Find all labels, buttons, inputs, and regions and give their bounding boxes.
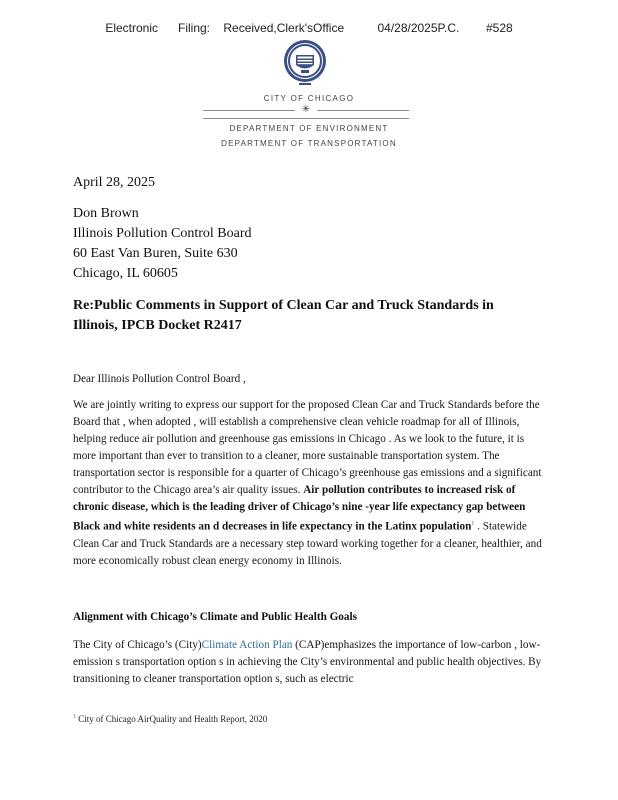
subject-line-2: Illinois, IPCB Docket R2417 bbox=[73, 318, 242, 333]
recipient-name: Don Brown bbox=[73, 206, 139, 221]
body-paragraph-1 bbox=[73, 397, 543, 570]
paragraph-2-start: The City of Chicago’s (City) bbox=[73, 639, 202, 651]
body-paragraph-2 bbox=[73, 637, 543, 688]
letterhead-rule bbox=[203, 118, 409, 119]
subject-line bbox=[73, 296, 543, 336]
letterhead-rule-left bbox=[203, 110, 295, 111]
city-seal-icon bbox=[283, 39, 327, 87]
climate-action-plan-link[interactable]: Climate Action Plan bbox=[201, 639, 293, 651]
salutation: Dear Illinois Pollution Control Board , bbox=[73, 373, 246, 385]
footnote-mark: 1 bbox=[471, 521, 475, 527]
letterhead-city: CITY OF CHICAGO bbox=[263, 94, 355, 103]
subject-line-1: Re:Public Comments in Support of Clean Car and Truck Standards in bbox=[73, 298, 494, 313]
paragraph-2-rest: (CAP)emphasizes the importance of low-carbon , low-emission s transportation option s in achieving the City’s environmental and public health objectives. By transitioning to cleaner transportation option s, such as electric bbox=[73, 639, 542, 685]
recipient-address-line2: Chicago, IL 60605 bbox=[73, 266, 178, 281]
section-heading: Alignment with Chicago’s Climate and Public Health Goals bbox=[73, 611, 357, 623]
letterhead-dept-environment: DEPARTMENT OF ENVIRONMENT bbox=[229, 124, 389, 133]
paragraph-1-outro: . Statewide Clean Car and Truck Standards are a necessary step toward working together for a cleaner, healthier, and more economically robust clean energy economy in Illinois. bbox=[73, 520, 542, 567]
footnote-number: 1 bbox=[73, 714, 76, 720]
footnote-text: City of Chicago AirQuality and Health Report, 2020 bbox=[76, 714, 268, 724]
letterhead-rule-right bbox=[317, 110, 409, 111]
paragraph-1-bold: Air pollution contributes to increased risk of chronic disease, which is the leading driver of Chicago’s nine -year life expectancy gap between Black and white residents an d decreases in life expectancy in the Latinx population bbox=[73, 484, 526, 533]
star-icon: ✳ bbox=[301, 104, 311, 115]
recipient-org: Illinois Pollution Control Board bbox=[73, 226, 252, 241]
recipient-block bbox=[73, 204, 543, 284]
letter-date: April 28, 2025 bbox=[73, 175, 156, 190]
filing-stamp: Electronic Filing: Received,Clerk'sOffice 04/28/2025P.C. #528 bbox=[105, 21, 513, 35]
paragraph-1-intro: We are jointly writing to express our support for the proposed Clean Car and Truck Standards before the Board that , when adopted , will establish a comprehensive clean vehicle roadmap for all of Illinois, helping reduce air pollution and greenhouse gas emissions in Chicago . As we look to the future, it is more important than ever to transition to a cleaner, more sustainable transportation system. The transportation sector is responsible for a quarter of Chicago’s greenhouse gas emissions and a significant contributor to the Chicago area’s air quality issues. bbox=[73, 399, 542, 496]
letterhead-dept-transportation: DEPARTMENT OF TRANSPORTATION bbox=[221, 139, 397, 148]
recipient-address-line1: 60 East Van Buren, Suite 630 bbox=[73, 246, 238, 261]
footnote bbox=[73, 714, 267, 724]
